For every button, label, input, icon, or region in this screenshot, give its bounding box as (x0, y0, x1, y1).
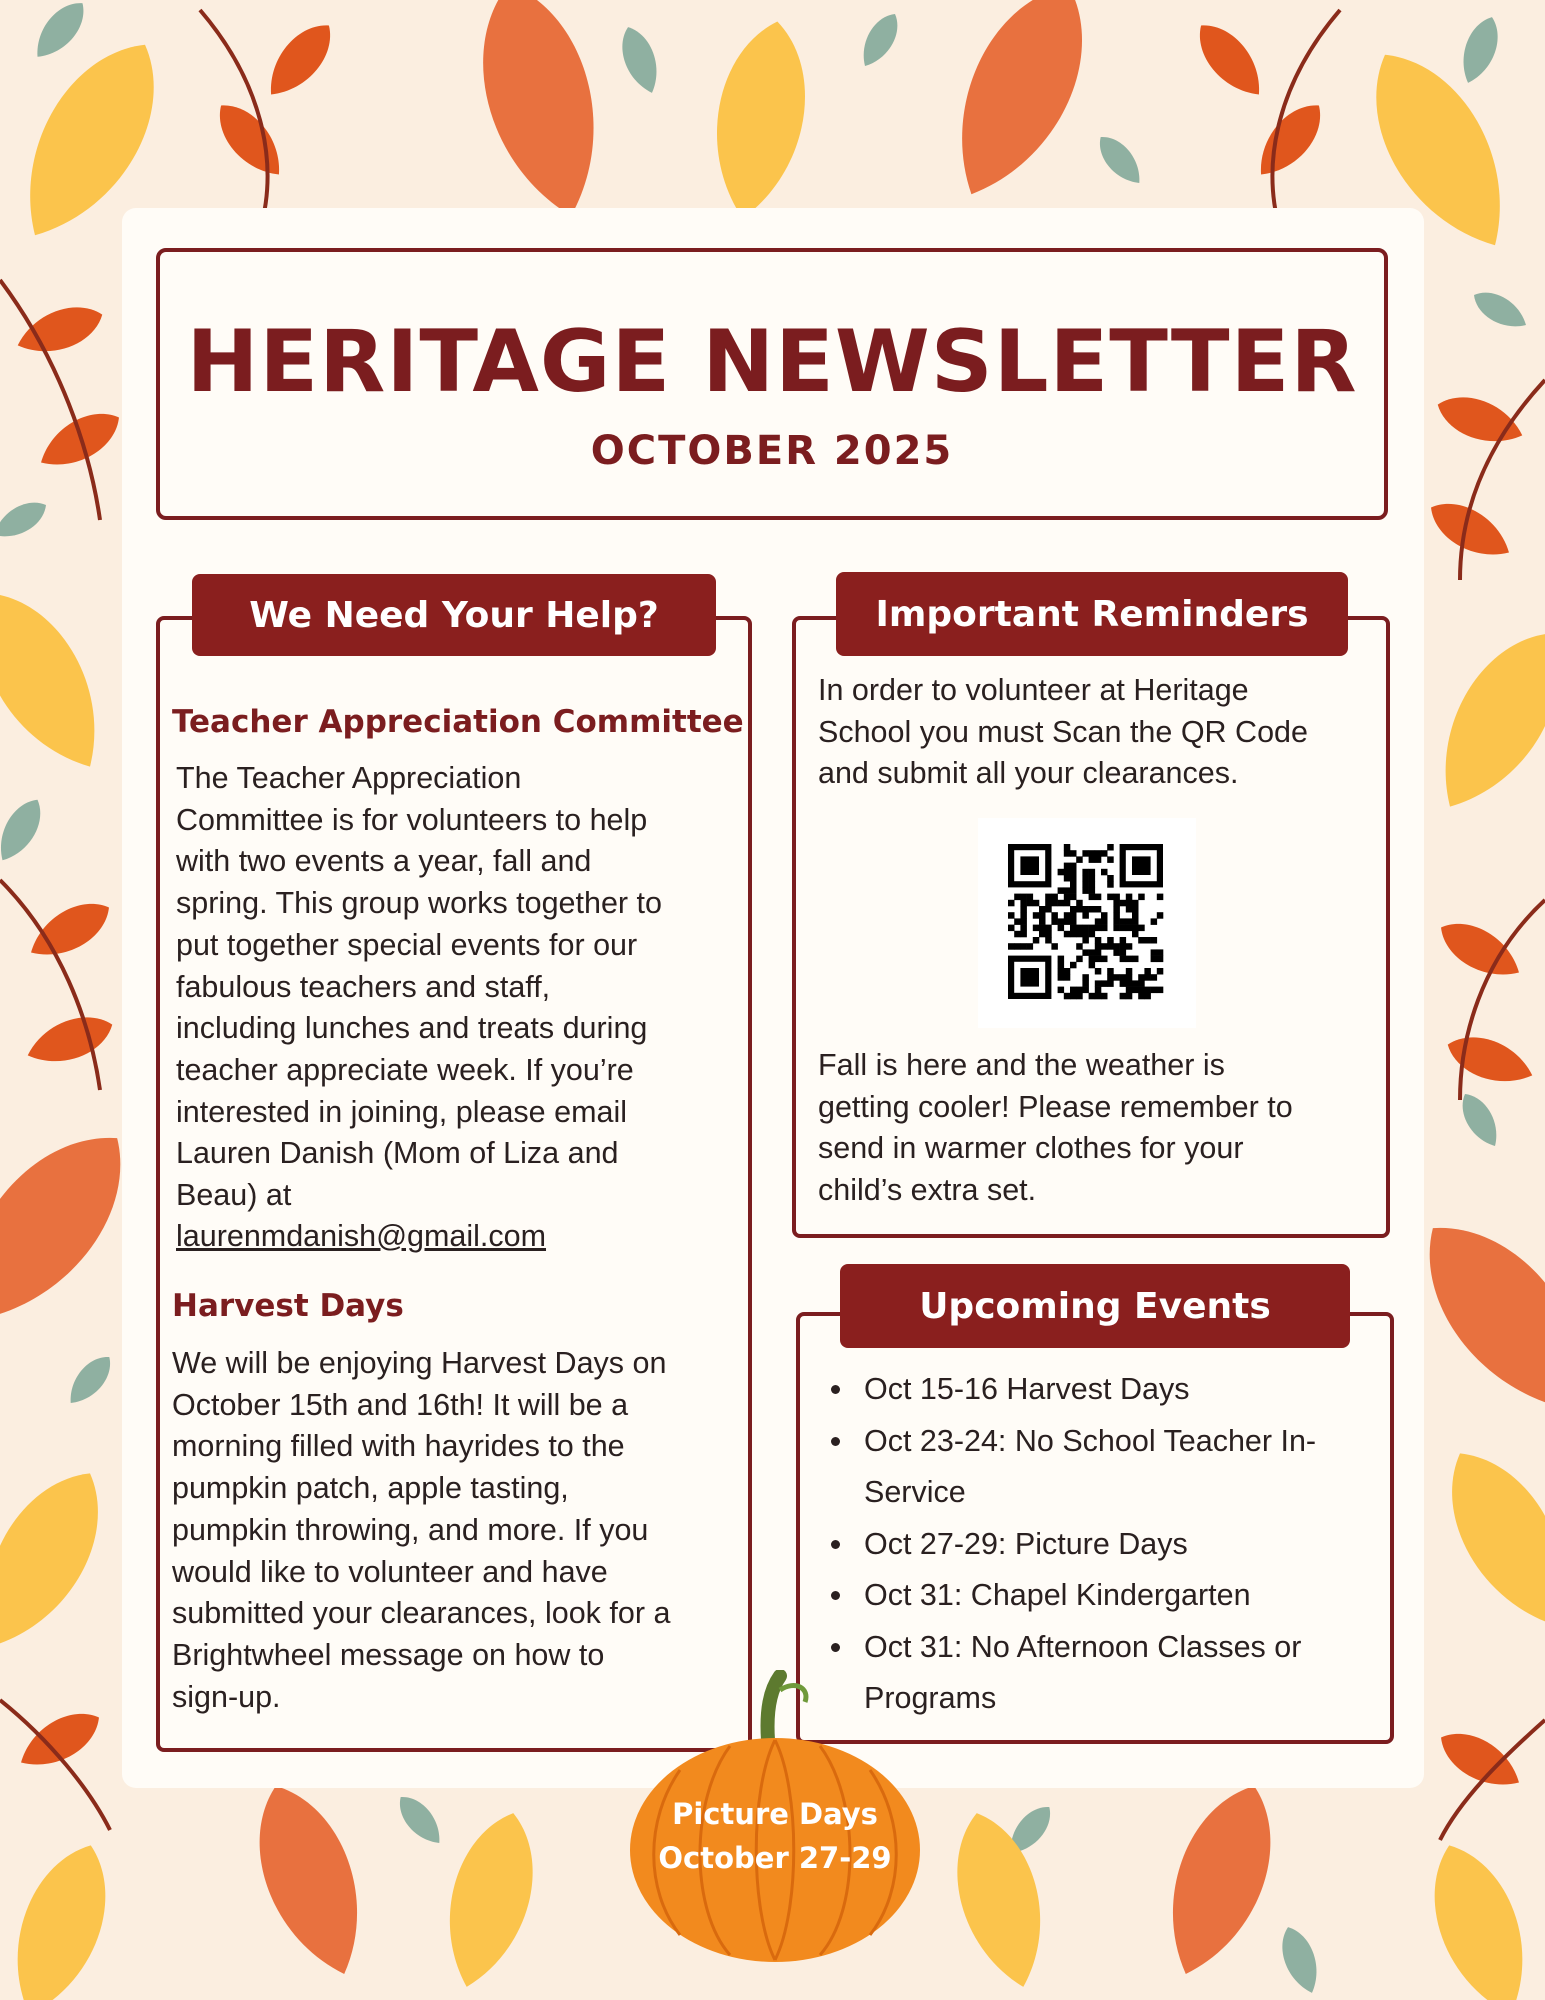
list-item: • Oct 23-24: No School Teacher In-Service (856, 1416, 1416, 1519)
email-link[interactable]: laurenmdanish@gmail.com (176, 1219, 547, 1253)
pumpkin-label (630, 1792, 920, 1880)
pumpkin-line-2: October 27-29 (658, 1841, 892, 1875)
list-item: • Oct 31: Chapel Kindergarten (856, 1570, 1416, 1622)
title-box (156, 248, 1388, 520)
reminders-tab: Important Reminders (836, 572, 1348, 656)
weather-text: Fall is here and the weather is getting cooler! Please remember to send in warmer clothes for your child’s extra set. (818, 1048, 1293, 1208)
committee-heading: Teacher Appreciation Committee (172, 704, 744, 740)
page-title: HERITAGE NEWSLETTER (186, 312, 1358, 412)
qr-code-icon[interactable] (978, 818, 1196, 1028)
volunteer-text: In order to volunteer at Heritage School you must Scan the QR Code and submit all your clearances. (818, 673, 1308, 791)
harvest-heading: Harvest Days (172, 1288, 404, 1324)
help-tab: We Need Your Help? (192, 574, 716, 656)
list-item: • Oct 27-29: Picture Days (856, 1519, 1416, 1571)
pumpkin-line-1: Picture Days (672, 1797, 878, 1831)
committee-text: The Teacher Appreciation Committee is for volunteers to help with two events a year, fall and spring. This group works together to put together special events for our fabulous teachers and staff, including lunches and treats during teacher appreciate week. If you’re interested in joining, please email Lauren Danish (Mom of Liza and Beau) at (176, 761, 662, 1213)
page-subtitle: OCTOBER 2025 (590, 428, 954, 474)
list-item: • Oct 31: No Afternoon Classes or Programs (856, 1622, 1416, 1725)
events-tab: Upcoming Events (840, 1264, 1350, 1348)
harvest-text: We will be enjoying Harvest Days on October 15th and 16th! It will be a morning filled with hayrides to the pumpkin patch, apple tasting, pumpkin throwing, and more. If you would like to volunteer and have submitted your clearances, look for a Brightwheel message on how to sign-up. (172, 1346, 671, 1714)
list-item: • Oct 15-16 Harvest Days (856, 1364, 1416, 1416)
